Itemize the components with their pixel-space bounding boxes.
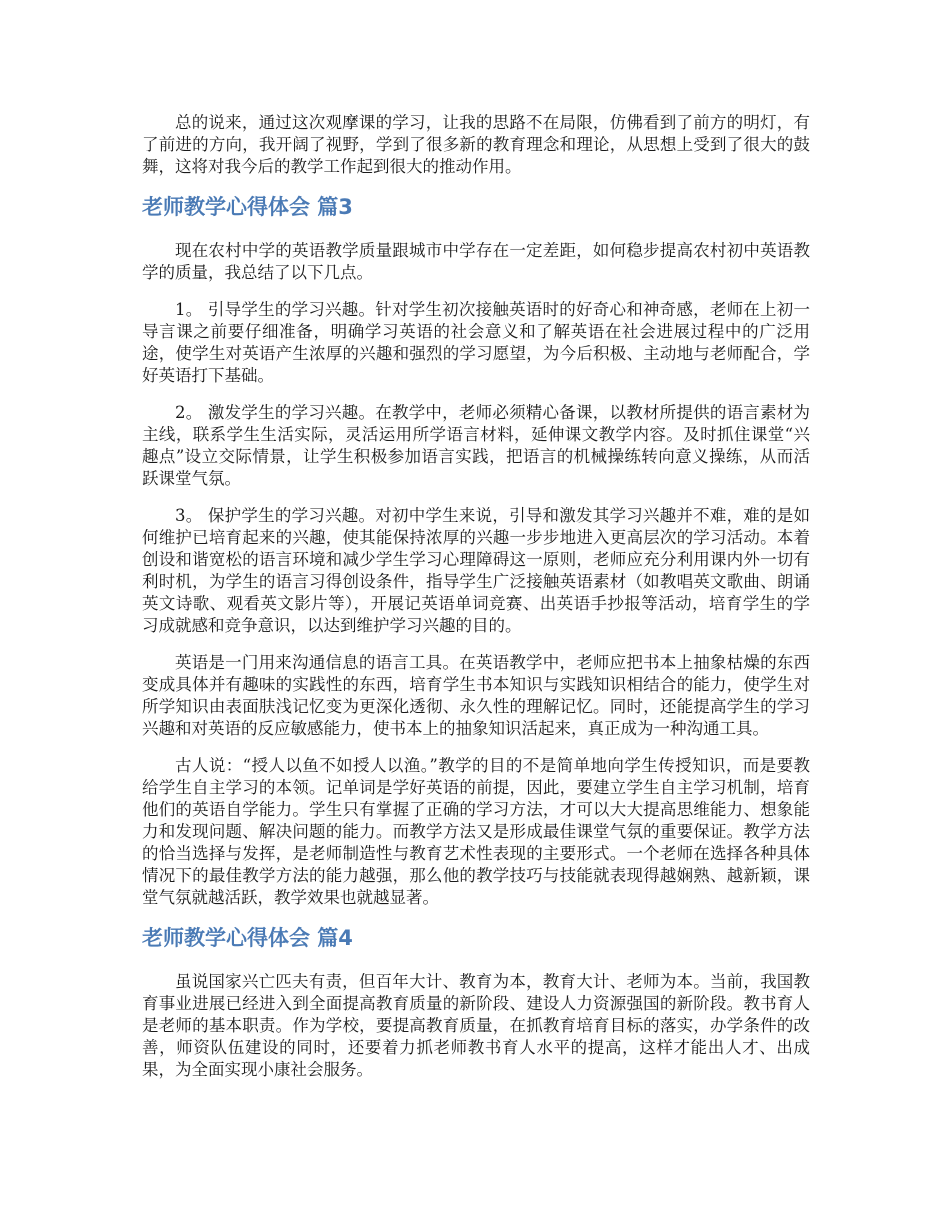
paragraph: 现在农村中学的英语教学质量跟城市中学存在一定差距，如何稳步提高农村初中英语教学的质量，我总结了以下几点。	[142, 241, 810, 282]
paragraph: 3。 保护学生的学习兴趣。对初中学生来说，引导和激发其学习兴趣并不难，难的是如何维护已培育起来的兴趣，使其能保持浓厚的兴趣一步步地进入更高层次的学习活动。本着创设和谐宽松的语言环境和减少学生学习心理障碍这一原则，老师应充分利用课内外一切有利时机，为学生的语言习得创设条件，指导学生广泛接触英语素材（如教唱英文歌曲、朗诵英文诗歌、观看英文影片等），开展记英语单词竞赛、出英语手抄报等活动，培育学生的学习成就感和竞争意识，以达到维护学习兴趣的目的。	[142, 506, 810, 635]
section-heading-4: 老师教学心得体会 篇4	[142, 926, 353, 950]
paragraph: 古人说：“授人以鱼不如授人以渔。”教学的目的不是简单地向学生传授知识，而是要教给学生自主学习的本领。记单词是学好英语的前提，因此，要建立学生自主学习机制，培育他们的英语自学能力。学生只有掌握了正确的学习方法，才可以大大提高思维能力、想象能力和发现问题、解决问题的能力。而教学方法又是形成最佳课堂气氛的重要保证。教学方法的恰当选择与发挥，是老师制造性与教育艺术性表现的主要形式。一个老师在选择各种具体情况下的最佳教学方法的能力越强，那么他的教学技巧与技能就表现得越娴熟、越新颖，课堂气氛就越活跃，教学效果也就越显著。	[142, 756, 810, 907]
paragraph: 虽说国家兴亡匹夫有责，但百年大计、教育为本，教育大计、老师为本。当前，我国教育事业进展已经进入到全面提高教育质量的新阶段、建设人力资源强国的新阶段。教书育人是老师的基本职责。作为学校，要提高教育质量，在抓教育培育目标的落实，办学条件的改善，师资队伍建设的同时，还要着力抓老师教书育人水平的提高，这样才能出人才、出成果，为全面实现小康社会服务。	[142, 972, 810, 1079]
paragraph: 2。 激发学生的学习兴趣。在教学中，老师必须精心备课，以教材所提供的语言素材为主线，联系学生生活实际，灵活运用所学语言材料，延伸课文教学内容。及时抓住课堂“兴趣点”设立交际情景，让学生积极参加语言实践，把语言的机械操练转向意义操练，从而活跃课堂气氛。	[142, 403, 810, 488]
paragraph: 1。 引导学生的学习兴趣。针对学生初次接触英语时的好奇心和神奇感，老师在上初一导言课之前要仔细准备，明确学习英语的社会意义和了解英语在社会进展过程中的广泛用途，使学生对英语产生浓厚的兴趣和强烈的学习愿望，为今后积极、主动地与老师配合，学好英语打下基础。	[142, 300, 810, 385]
section-heading-3: 老师教学心得体会 篇3	[142, 195, 353, 219]
document-page	[142, 112, 810, 1096]
paragraph: 英语是一门用来沟通信息的语言工具。在英语教学中，老师应把书本上抽象枯燥的东西变成具体并有趣味的实践性的东西，培育学生书本知识与实践知识相结合的能力，使学生对所学知识由表面肤浅记忆变为更深化透彻、永久性的理解记忆。同时，还能提高学生的学习兴趣和对英语的反应敏感能力，使书本上的抽象知识活起来，真正成为一种沟通工具。	[142, 653, 810, 738]
paragraph: 总的说来，通过这次观摩课的学习，让我的思路不在局限，仿佛看到了前方的明灯，有了前进的方向，我开阔了视野，学到了很多新的教育理念和理论，从思想上受到了很大的鼓舞，这将对我今后的教学工作起到很大的推动作用。	[142, 113, 810, 176]
